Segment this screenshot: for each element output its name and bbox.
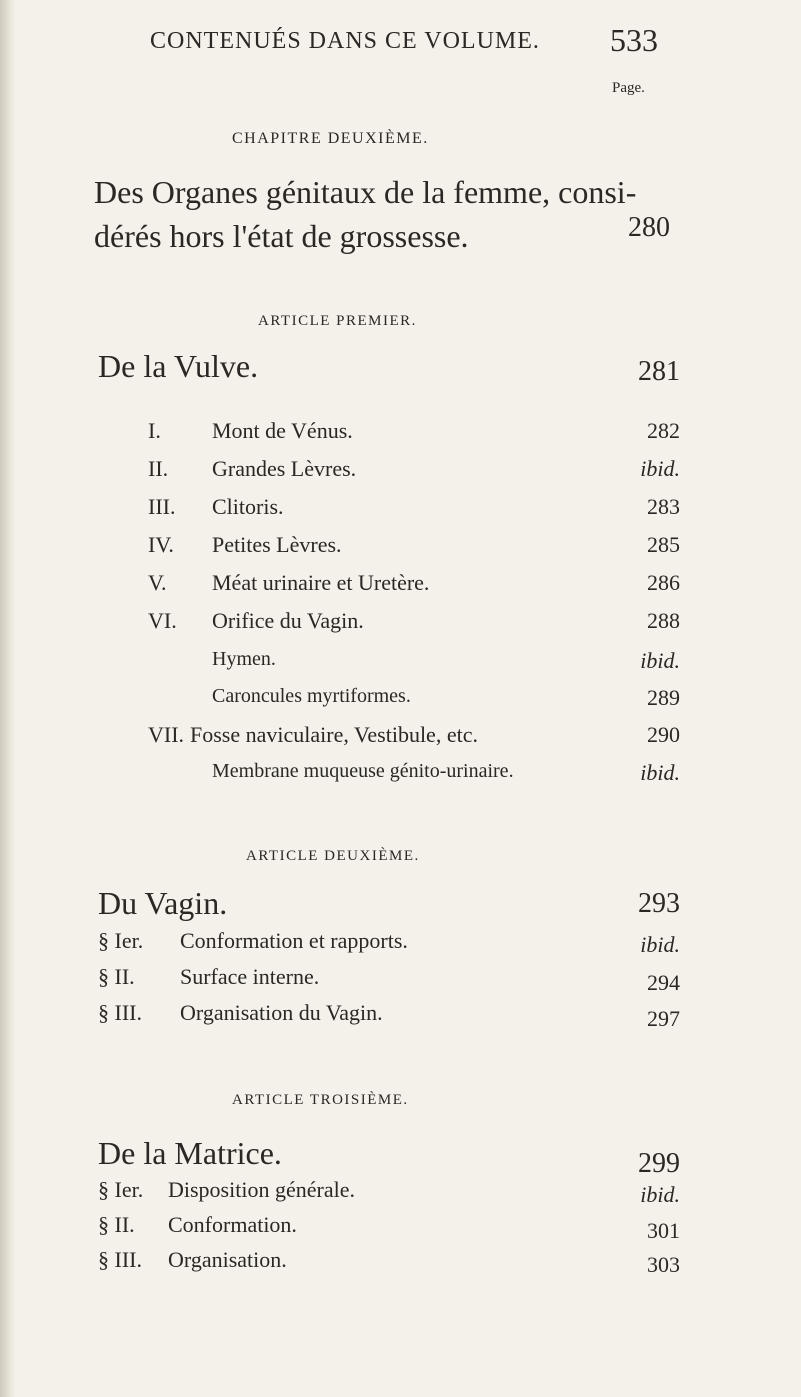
toc-label: Mont de Vénus. [212,418,353,443]
toc-num: IV. [148,532,174,557]
toc-page: 288 [647,608,680,633]
toc-label: Organisation. [168,1247,287,1272]
toc-label: Hymen. [212,648,276,670]
section-page: 293 [638,888,680,919]
toc-label: Fosse naviculaire, Vestibule, etc. [190,722,478,747]
toc-page: 283 [647,494,680,519]
chapter-title [94,170,636,258]
toc-label: Petites Lèvres. [212,532,342,557]
chapter-title-line: dérés hors l'état de grossesse. [94,218,469,254]
toc-page: 303 [647,1252,680,1277]
chapter-title-line: Des Organes génitaux de la femme, consi- [94,174,637,210]
toc-num: V. [148,570,167,595]
toc-page: 297 [647,1006,680,1031]
toc-page: 290 [647,722,680,747]
toc-num: I. [148,418,161,443]
toc-label: Conformation et rapports. [180,928,408,953]
toc-label: Organisation du Vagin. [180,1000,383,1025]
toc-label: Grandes Lèvres. [212,456,357,481]
toc-num: § Ier. [98,928,144,953]
section-heading: De la Matrice. [98,1135,282,1171]
toc-num: § II. [98,964,135,989]
binding-edge [0,0,16,1397]
toc-num: II. [148,456,169,481]
toc-label: Disposition générale. [168,1177,355,1202]
section-heading: Du Vagin. [98,885,228,921]
section-page: 299 [638,1148,680,1179]
toc-num: VI. [148,608,177,633]
toc-page: ibid. [640,648,680,673]
toc-page: 286 [647,570,680,595]
chapter-label: CHAPITRE DEUXIÈME. [232,130,429,147]
toc-num: § Ier. [98,1177,144,1202]
toc-label: Caroncules myrtiformes. [212,685,411,707]
toc-page: ibid. [640,1182,680,1207]
section-heading: De la Vulve. [98,348,259,384]
toc-num: § III. [98,1000,142,1025]
toc-label: Conformation. [168,1212,297,1237]
toc-label: Orifice du Vagin. [212,608,364,633]
toc-page: 294 [647,970,680,995]
toc-page: 285 [647,532,680,557]
toc-num: § II. [98,1212,135,1237]
toc-page: ibid. [640,932,680,957]
section-page: 281 [638,356,680,387]
toc-label: Membrane muqueuse génito-urinaire. [212,760,514,782]
toc-page: 282 [647,418,680,443]
toc-label: Surface interne. [180,964,320,989]
toc-num: VII. [148,722,185,747]
page-column-label: Page. [612,80,645,96]
toc-page: ibid. [640,456,680,481]
article-label: ARTICLE PREMIER. [258,313,417,329]
toc-num: § III. [98,1247,142,1272]
toc-page: ibid. [640,760,680,785]
article-label: ARTICLE TROISIÈME. [232,1092,409,1108]
chapter-page: 280 [628,212,670,243]
toc-page: 301 [647,1218,680,1243]
toc-num: III. [148,494,176,519]
toc-label: Clitoris. [212,494,284,519]
toc-label: Méat urinaire et Uretère. [212,570,430,595]
running-title: CONTENUÉS DANS CE VOLUME. [150,28,540,54]
page-number: 533 [610,22,658,58]
article-label: ARTICLE DEUXIÈME. [246,848,420,864]
toc-page: 289 [647,685,680,710]
